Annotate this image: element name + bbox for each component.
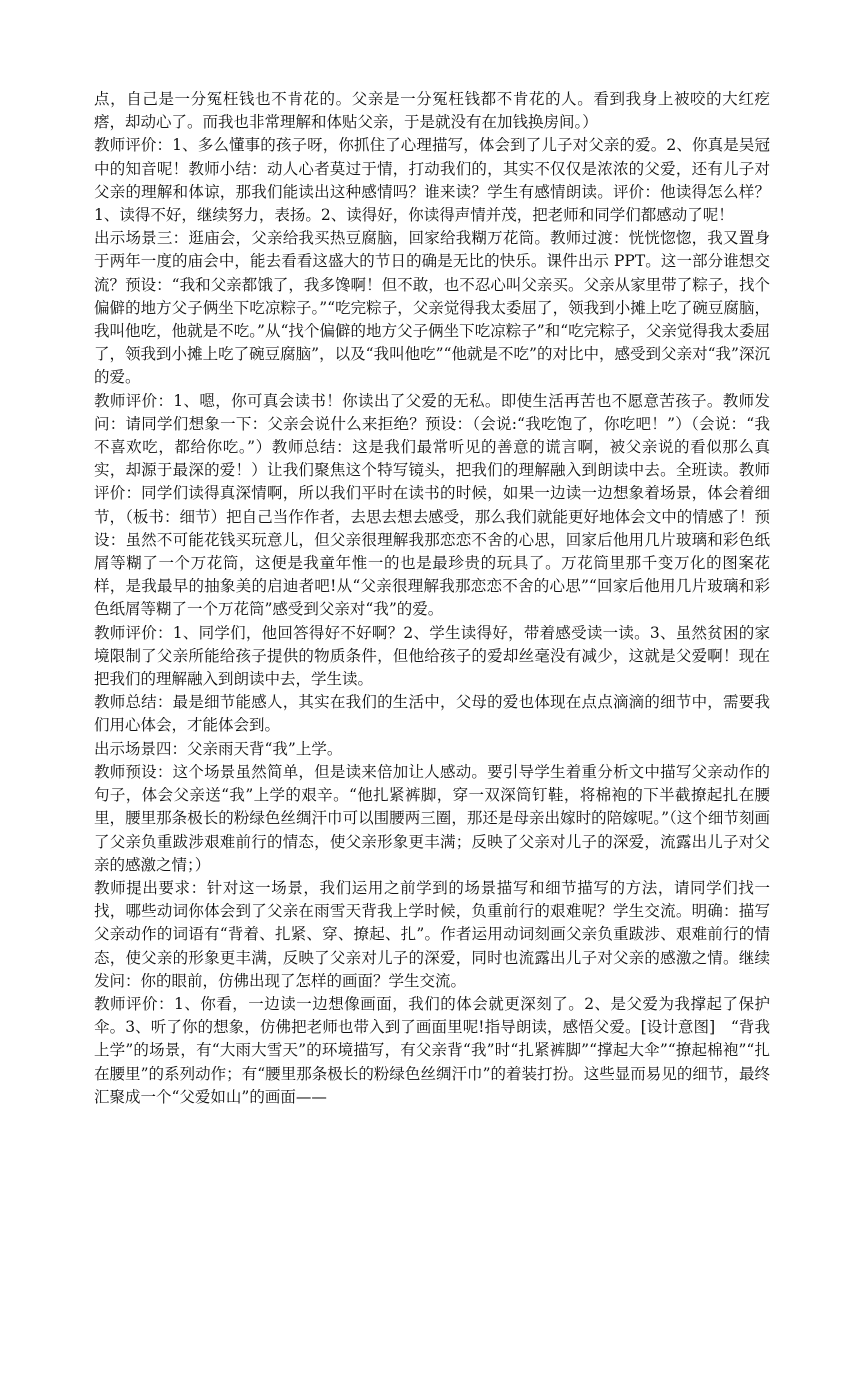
paragraph: 点，自己是一分冤枉钱也不肯花的。父亲是一分冤枉钱都不肯花的人。看到我身上被咬的大红疙瘩，却动心了。而我也非常理解和体贴父亲，于是就没有在加钱换房间。） bbox=[94, 90, 770, 132]
paragraph: 出示场景四：父亲雨天背“我”上学。 bbox=[94, 739, 343, 758]
paragraph: 教师评价：1、你看，一边读一边想像画面，我们的体会就更深刻了。2、是父爱为我撑起了保护伞。3、听了你的想象，仿佛把老师也带入到了画面里呢!指导朗读，感悟父爱。[设计意图] “背我上学”的场景，有“大雨大雪天”的环境描写，有父亲背“我”时“扎紧裤脚”“撑起大伞”“撩起棉袍”“扎在腰里”的系列动作；有“腰里那条极长的粉绿色丝绸汗巾”的着装打扮。这些显而易见的细节，最终汇聚成一个“父爱如山”的画面—— bbox=[94, 994, 770, 1106]
paragraph: 教师提出要求：针对这一场景，我们运用之前学到的场景描写和细节描写的方法，请同学们找一找，哪些动词你体会到了父亲在雨雪天背我上学时候，负重前行的艰难呢？学生交流。明确：描写父亲动作的词语有“背着、扎紧、穿、撩起、扎”。作者运用动词刻画父亲负重跋涉、艰难前行的情态，使父亲的形象更丰满，反映了父亲对儿子的深爱，同时也流露出儿子对父亲的感激之情。继续发问：你的眼前，仿佛出现了怎样的画面？学生交流。 bbox=[94, 878, 770, 990]
paragraph: 教师预设：这个场景虽然简单，但是读来倍加让人感动。要引导学生着重分析文中描写父亲动作的句子，体会父亲送“我”上学的艰辛。“他扎紧裤脚，穿一双深筒钉鞋，将棉袍的下半截撩起扎在腰里，腰里那条极长的粉绿色丝绸汗巾可以围腰两三圈，那还是母亲出嫁时的陪嫁呢。”（这个细节刻画了父亲负重跋涉艰难前行的情态，使父亲形象更丰满；反映了父亲对儿子的深爱，流露出儿子对父亲的感激之情；） bbox=[94, 762, 770, 874]
paragraph: 教师评价：1、嗯，你可真会读书！你读出了父爱的无私。即使生活再苦也不愿意苦孩子。教师发问：请同学们想象一下：父亲会说什么来拒绝？预设：（会说:“我吃饱了，你吃吧！”）（会说：“我不喜欢吃，都给你吃。”）教师总结：这是我们最常听见的善意的谎言啊，被父亲说的看似那么真实，却源于最深的爱！）让我们聚焦这个特写镜头，把我们的理解融入到朗读中去。全班读。教师评价：同学们读得真深情啊，所以我们平时在读书的时候，如果一边读一边想象着场景，体会着细节，（板书：细节）把自己当作作者，去思去想去感受，那么我们就能更好地体会文中的情感了！预设：虽然不可能花钱买玩意儿，但父亲很理解我那恋恋不舍的心思，回家后他用几片玻璃和彩色纸屑等糊了一个万花筒，这便是我童年惟一的也是最珍贵的玩具了。万花筒里那千变万化的图案花样，是我最早的抽象美的启迪者吧!从“父亲很理解我那恋恋不舍的心思”“回家后他用几片玻璃和彩色纸屑等糊了一个万花筒”感受到父亲对“我”的爱。 bbox=[94, 391, 770, 619]
paragraph: 出示场景三：逛庙会，父亲给我买热豆腐脑，回家给我糊万花筒。教师过渡：恍恍惚惚，我又置身于两年一度的庙会中，能去看看这盛大的节日的确是无比的快乐。课件出示 PPT。这一部分谁想交流？预设：“我和父亲都饿了，我多馋啊！但不敢，也不忍心叫父亲买。父亲从家里带了粽子，找个偏僻的地方父子俩坐下吃凉粽子。”“吃完粽子，父亲觉得我太委屈了，领我到小摊上吃了碗豆腐脑，我叫他吃，他就是不吃。”从“找个偏僻的地方父子俩坐下吃凉粽子”和“吃完粽子，父亲觉得我太委屈了，领我到小摊上吃了碗豆腐脑”，以及“我叫他吃”“他就是不吃”的对比中，感受到父亲对“我”深沉的爱。 bbox=[94, 229, 770, 387]
paragraph: 教师评价：1、同学们，他回答得好不好啊？2、学生读得好，带着感受读一读。3、虽然贫困的家境限制了父亲所能给孩子提供的物质条件，但他给孩子的爱却丝毫没有减少，这就是父爱啊！现在把我们的理解融入到朗读中去，学生读。 bbox=[94, 623, 770, 689]
document-body bbox=[94, 88, 770, 1109]
paragraph: 教师总结：最是细节能感人，其实在我们的生活中，父母的爱也体现在点点滴滴的细节中，需要我们用心体会，才能体会到。 bbox=[94, 693, 770, 735]
paragraph: 教师评价：1、多么懂事的孩子呀，你抓住了心理描写，体会到了儿子对父亲的爱。2、你真是吴冠中的知音呢！教师小结：动人心者莫过于情，打动我们的，其实不仅仅是浓浓的父爱，还有儿子对父亲的理解和体谅，那我们能读出这种感情吗？谁来读？学生有感情朗读。评价：他读得怎么样？1、读得不好，继续努力，表扬。2、读得好，你读得声情并茂，把老师和同学们都感动了呢！ bbox=[94, 136, 770, 225]
